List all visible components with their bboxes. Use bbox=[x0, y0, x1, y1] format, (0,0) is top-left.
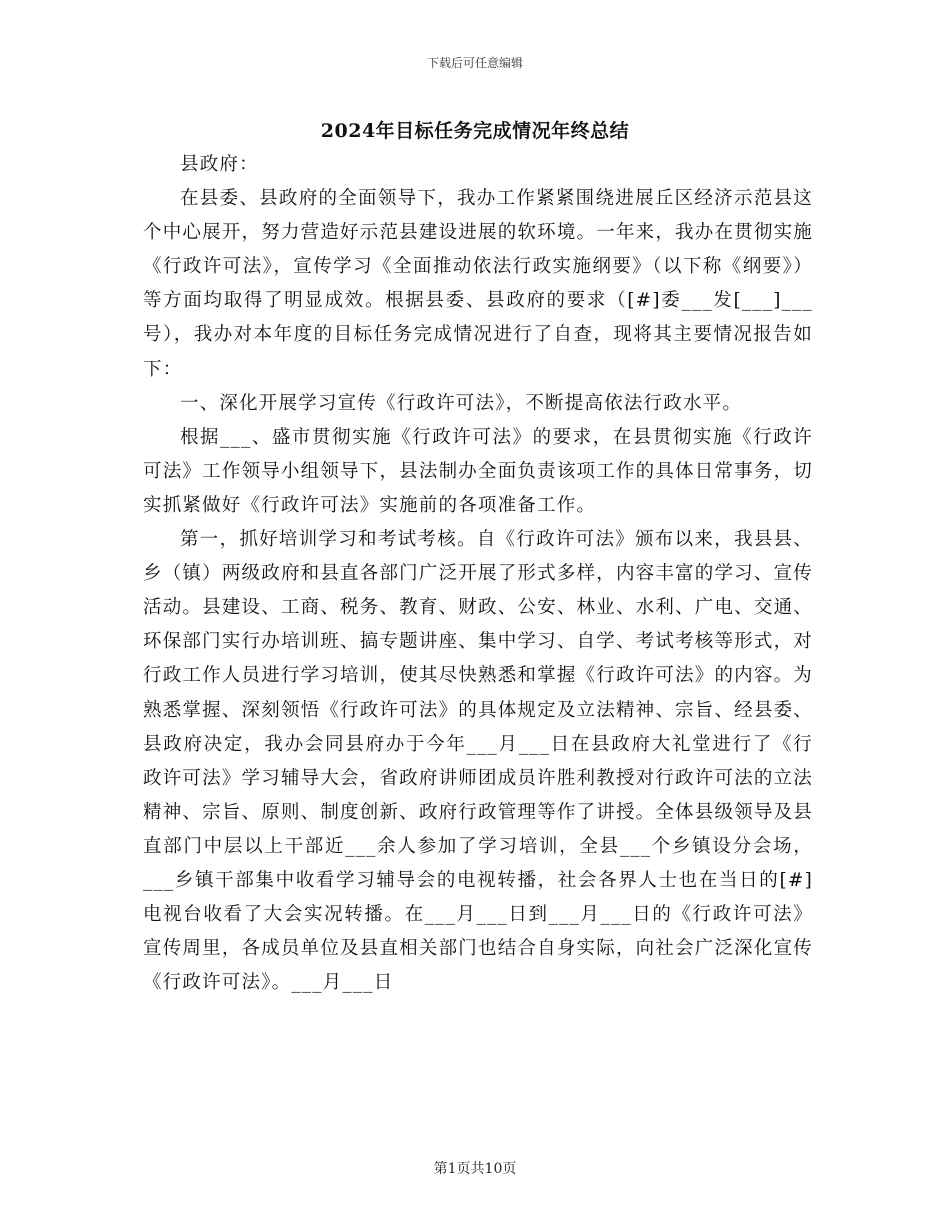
salutation: 县政府： bbox=[180, 154, 259, 175]
paragraph-basis: 根据___、盛市贯彻实施《行政许可法》的要求，在县贯彻实施《行政许可法》工作领导小组领导下，县法制办全面负责该项工作的具体日常事务，切实抓紧做好《行政许可法》实施前的各项准备工作。 bbox=[143, 426, 813, 516]
paragraph-section-heading: 一、深化开展学习宣传《行政许可法》，不断提高依法行政水平。 bbox=[180, 392, 743, 414]
page-footer-number: 第1页共10页 bbox=[433, 1161, 517, 1177]
page-header-note: 下载后可任意编辑 bbox=[426, 56, 523, 70]
document-body bbox=[143, 148, 813, 1000]
document-title: 2024年目标任务完成情况年终总结 bbox=[320, 120, 630, 142]
paragraph-intro: 在县委、县政府的全面领导下，我办工作紧紧围绕进展丘区经济示范县这个中心展开，努力营造好示范县建设进展的软环境。一年来，我办在贯彻实施《行政许可法》，宣传学习《全面推动依法行政实施纲要》（以下称《纲要》）等方面均取得了明显成效。根据县委、县政府的要求（[#]委___发[___]___号），我办对本年度的目标任务完成情况进行了自查，现将其主要情况报告如下： bbox=[143, 188, 813, 380]
paragraph-training: 第一，抓好培训学习和考试考核。自《行政许可法》颁布以来，我县县、乡（镇）两级政府和县直各部门广泛开展了形式多样，内容丰富的学习、宣传活动。县建设、工商、税务、教育、财政、公安、林业、水利、广电、交通、环保部门实行办培训班、搞专题讲座、集中学习、自学、考试考核等形式，对行政工作人员进行学习培训，使其尽快熟悉和掌握《行政许可法》的内容。为熟悉掌握、深刻领悟《行政许可法》的具体规定及立法精神、宗旨、经县委、县政府决定，我办会同县府办于今年___月___日在县政府大礼堂进行了《行政许可法》学习辅导大会，省政府讲师团成员许胜利教授对行政许可法的立法精神、宗旨、原则、制度创新、政府行政管理等作了讲授。全体县级领导及县直部门中层以上干部近___余人参加了学习培训，全县___个乡镇设分会场，___乡镇干部集中收看学习辅导会的电视转播，社会各界人士也在当日的[#]电视台收看了大会实况转播。在___月___日到___月___日的《行政许可法》宣传周里，各成员单位及县直相关部门也结合自身实际，向社会广泛深化宣传《行政许可法》。___月___日 bbox=[143, 529, 813, 994]
